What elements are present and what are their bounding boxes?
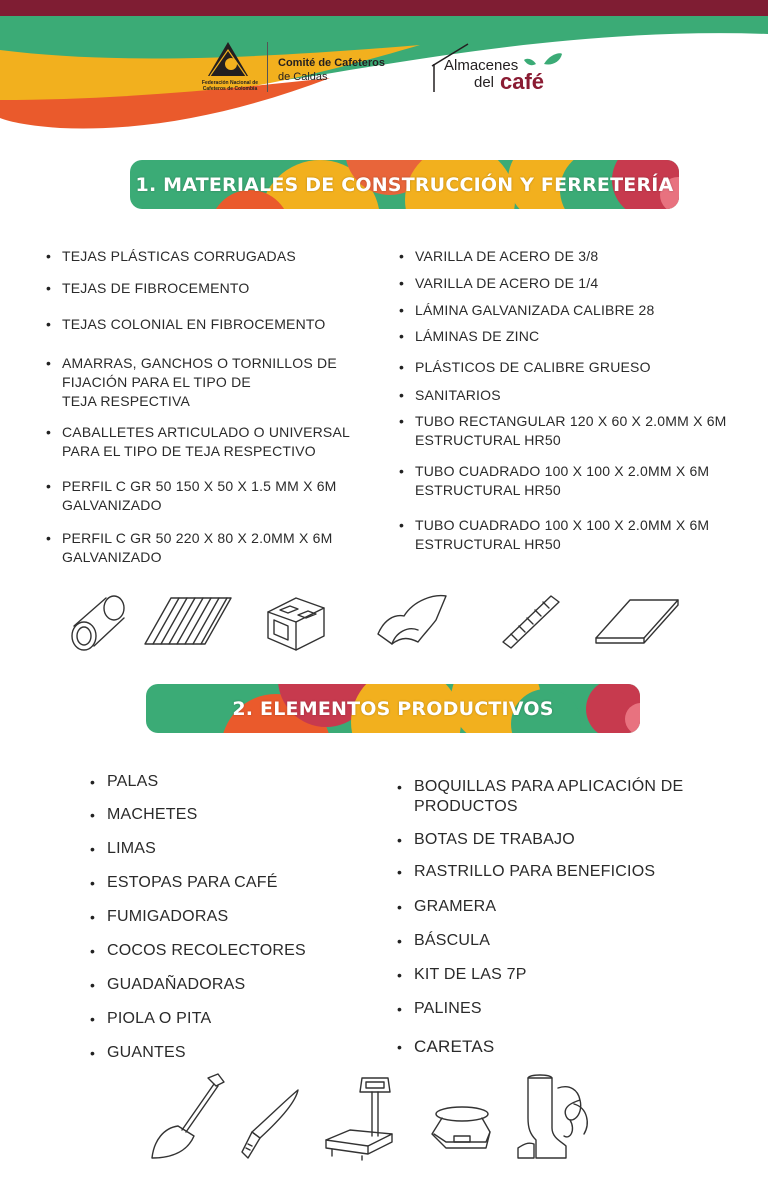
list-item: • GUANTES (90, 1043, 186, 1063)
concrete-block-icon (264, 592, 328, 654)
brand-almacenes: Almacenes (444, 57, 519, 74)
list-item: • LÁMINA GALVANIZADA CALIBRE 28 (399, 301, 654, 320)
federacion-line-2: Cafeteros de Colombia (202, 86, 258, 92)
platform-scale-icon (322, 1074, 396, 1162)
brand-cafe: café (500, 69, 545, 94)
pipe-icon (68, 592, 134, 654)
federacion-line-1: Federación Nacional de (201, 80, 259, 86)
list-item: • FUMIGADORAS (90, 907, 228, 927)
list-item: • GRAMERA (397, 897, 496, 917)
list-item: • MACHETES (90, 805, 198, 825)
section1-right-list (399, 247, 759, 557)
list-item: • TEJAS COLONIAL EN FIBROCEMENTO (46, 315, 326, 334)
list-item: • VARILLA DE ACERO DE 3/8 (399, 247, 598, 266)
committee-name (278, 56, 385, 84)
work-boots-icon (514, 1074, 594, 1168)
list-item: • TEJAS DE FIBROCEMENTO (46, 279, 250, 298)
committee-line-1: Comité de Cafeteros (278, 57, 385, 69)
section2-banner (146, 684, 640, 733)
section2-title: 2. ELEMENTOS PRODUCTIVOS (232, 697, 554, 720)
list-item: • PERFIL C GR 50 220 X 80 X 2.0MM X 6M GALVANIZADO (46, 529, 332, 567)
list-item: • TUBO CUADRADO 100 X 100 X 2.0MM X 6M ESTRUCTURAL HR50 (399, 516, 709, 554)
list-item: • ESTOPAS PARA CAFÉ (90, 873, 278, 893)
list-item: • PALAS (90, 772, 158, 792)
kitchen-scale-icon (426, 1104, 494, 1152)
section2-left-list (90, 772, 370, 1072)
corrugated-sheet-icon (143, 592, 233, 648)
brand-del: del (474, 74, 495, 91)
list-item: • PERFIL C GR 50 150 X 50 X 1.5 MM X 6M GALVANIZADO (46, 477, 337, 515)
section1-left-list (46, 247, 376, 577)
list-item: • RASTRILLO PARA BENEFICIOS (397, 862, 655, 882)
rebar-icon (499, 590, 563, 652)
logo-divider (267, 42, 268, 92)
section2-right-list (397, 777, 737, 1067)
list-item: • AMARRAS, GANCHOS O TORNILLOS DE FIJACIÓN PARA EL TIPO DE TEJA RESPECTIVA (46, 354, 337, 411)
list-item: • LÁMINAS DE ZINC (399, 327, 539, 346)
list-item: • PIOLA O PITA (90, 1009, 211, 1029)
list-item: • COCOS RECOLECTORES (90, 941, 306, 961)
list-item: • BOQUILLAS PARA APLICACIÓN DE PRODUCTOS (397, 777, 683, 817)
section1-banner (130, 160, 679, 209)
list-item: • LIMAS (90, 839, 156, 859)
metal-sheet-icon (594, 594, 680, 648)
list-item: • GUADAÑADORAS (90, 975, 245, 995)
list-item: • TEJAS PLÁSTICAS CORRUGADAS (46, 247, 296, 266)
list-item: • CARETAS (397, 1037, 494, 1057)
roof-tile-icon (374, 590, 450, 652)
list-item: • VARILLA DE ACERO DE 1/4 (399, 274, 598, 293)
federacion-name (196, 80, 264, 92)
machete-icon (238, 1086, 304, 1162)
list-item: • BÁSCULA (397, 931, 490, 951)
list-item: • BOTAS DE TRABAJO (397, 830, 575, 850)
list-item: • SANITARIOS (399, 386, 501, 405)
list-item: • PALINES (397, 999, 482, 1019)
shovel-icon (148, 1070, 228, 1162)
list-item: • KIT DE LAS 7P (397, 965, 527, 985)
list-item: • TUBO CUADRADO 100 X 100 X 2.0MM X 6M ESTRUCTURAL HR50 (399, 462, 709, 500)
list-item: • PLÁSTICOS DE CALIBRE GRUESO (399, 358, 651, 377)
list-item: • TUBO RECTANGULAR 120 X 60 X 2.0MM X 6M ESTRUCTURAL HR50 (399, 412, 727, 450)
section1-title: 1. MATERIALES DE CONSTRUCCIÓN Y FERRETERÍA (135, 173, 674, 196)
committee-line-2: de Caldas (278, 71, 328, 83)
list-item: • CABALLETES ARTICULADO O UNIVERSAL PARA EL TIPO DE TEJA RESPECTIVO (46, 423, 350, 461)
